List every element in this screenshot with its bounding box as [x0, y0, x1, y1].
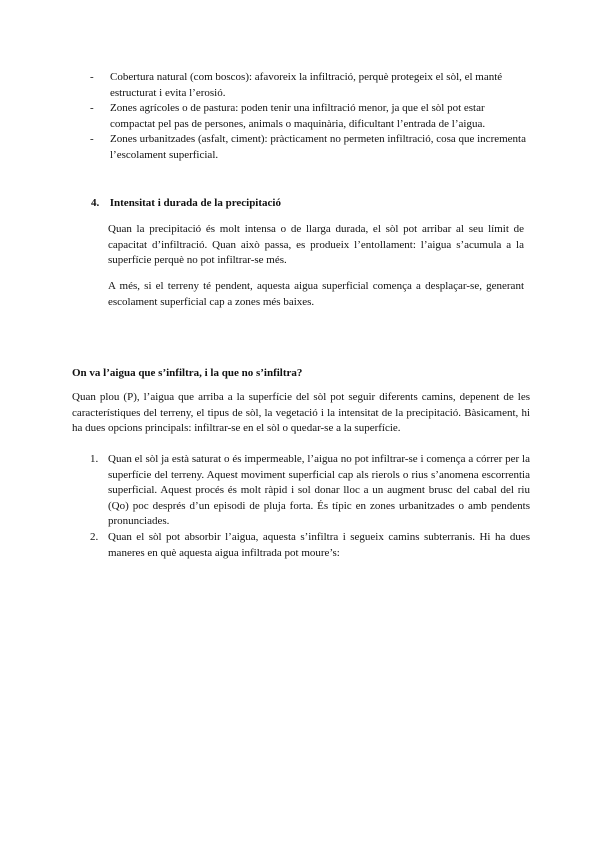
section-number: 4. — [91, 197, 100, 209]
bullet-text: Cobertura natural (com boscos): afavoreix la infiltració, perquè protegeix el sòl, el manté estructurat i evita l’erosió. — [110, 71, 503, 99]
section-4-paragraph-1: Quan la precipitació és molt intensa o de llarga durada, el sòl pot arribar al seu límit de capacitat d’infiltració. Quan això passa, es produeix l’entollament: l’aigua s’acumula a la superfície perquè no pot infiltrar-se més. — [108, 223, 524, 267]
where-water-goes-intro: Quan plou (P), l’aigua que arriba a la superfície del sòl pot seguir diferents camins, depenent de les característiques del terreny, el tipus de sòl, la vegetació i la intensitat de la precipitació. Bàsicament, hi ha dues opcions principals: infiltrar-se en el sòl o quedar-se a la superfície. — [72, 391, 530, 435]
where-water-goes-heading: On va l’aigua que s’infiltra, i la que no s’infiltra? — [72, 367, 303, 379]
bullet-item — [90, 132, 530, 163]
bullet-text: Zones agrícoles o de pastura: poden tenir una infiltració menor, ja que el sòl pot estar compactat pel pas de persones, animals o maquinària, dificultant l’entrada de l’aigua. — [110, 102, 486, 130]
section-title: Intensitat i durada de la precipitació — [109, 197, 281, 209]
bullet-item — [90, 101, 530, 132]
item-number: 1. — [90, 453, 99, 465]
water-paths-numbered-list — [90, 452, 530, 561]
bullet-item — [90, 70, 530, 101]
item-text: Quan el sòl ja està saturat o és impermeable, l’aigua no pot infiltrar-se i comença a córrer per la superfície del terreny. Aquest moviment superficial cap als rierols o rius s’anomena escorrentia superficial. Aquest procés és molt ràpid i sol donar lloc a un augment brusc del cabal del riu (Qo) poc després d’un episodi de pluja forta. És típic en zones urbanitzades o amb pendents pronunciades. — [108, 453, 530, 528]
bullet-marker: - — [90, 133, 94, 146]
numbered-item — [90, 452, 530, 530]
item-text: Quan el sòl pot absorbir l’aigua, aquesta s’infiltra i segueix camins subterranis. Hi ha dues maneres en què aquesta aigua infiltrada pot moure’s: — [108, 530, 530, 559]
land-cover-bullet-list — [90, 70, 530, 164]
item-number: 2. — [90, 530, 99, 543]
section-4-paragraph-2: A més, si el terreny té pendent, aquesta aigua superficial comença a desplaçar-se, generant escolament superficial cap a zones més baixes. — [108, 280, 524, 308]
bullet-marker: - — [90, 102, 94, 115]
section-4-heading — [91, 196, 521, 212]
numbered-item — [90, 530, 530, 561]
bullet-marker: - — [90, 71, 94, 83]
bullet-text: Zones urbanitzades (asfalt, ciment): pràcticament no permeten infiltració, cosa que incrementa l’escolament superficial. — [110, 133, 526, 161]
